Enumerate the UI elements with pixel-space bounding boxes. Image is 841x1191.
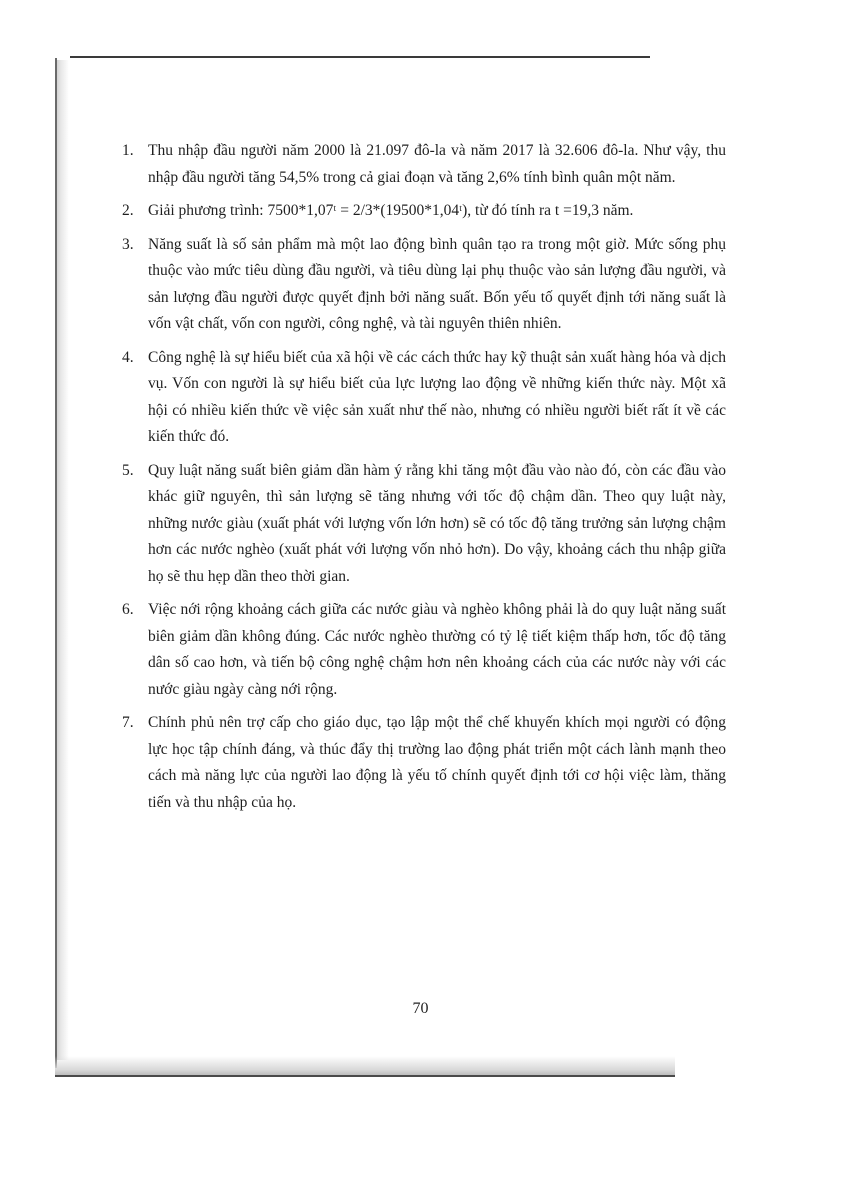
list-item [122, 345, 726, 451]
item-text: Công nghệ là sự hiểu biết của xã hội về các cách thức hay kỹ thuật sản xuất hàng hóa và dịch vụ. Vốn con người là sự hiểu biết của lực lượng lao động về những kiến thức này. Một xã hội có nhiều kiến thức về việc sản xuất như thế nào, nhưng có nhiều người biết rất ít về các kiến thức đó. [148, 348, 726, 445]
item-text: Năng suất là số sản phẩm mà một lao động bình quân tạo ra trong một giờ. Mức sống phụ thuộc vào mức tiêu dùng đầu người, và tiêu dùng lại phụ thuộc vào sản lượng đầu người, và sản lượng đầu người được quyết định bởi năng suất. Bốn yếu tố quyết định tới năng suất là vốn vật chất, vốn con người, công nghệ, và tài nguyên thiên nhiên. [148, 235, 726, 332]
scan-bottom-edge [55, 1075, 675, 1077]
scan-bottom-shadow [55, 1056, 675, 1076]
list-item [122, 232, 726, 338]
item-text: Việc nới rộng khoảng cách giữa các nước giàu và nghèo không phải là do quy luật năng suất biên giảm dần không đúng. Các nước nghèo thường có tỷ lệ tiết kiệm thấp hơn, tốc độ tăng dân số cao hơn, và tiến bộ công nghệ chậm hơn nên khoảng cách của các nước này với các nước giàu ngày càng nới rộng. [148, 601, 726, 698]
item-number: 6. [122, 601, 134, 618]
page-number: 70 [412, 1000, 429, 1017]
answer-list [122, 138, 726, 823]
item-number: 4. [122, 348, 134, 366]
item-text: Thu nhập đầu người năm 2000 là 21.097 đô-la và năm 2017 là 32.606 đô-la. Như vậy, thu nhập đầu người tăng 54,5% trong cả giai đoạn và tăng 2,6% tính bình quân một năm. [148, 142, 726, 186]
item-number: 3. [122, 235, 134, 253]
scan-left-shadow [55, 60, 69, 1060]
item-number: 2. [122, 202, 134, 219]
item-text: Giải phương trình: 7500*1,07ᵗ = 2/3*(19500*1,04ᵗ), từ đó tính ra t =19,3 năm. [148, 202, 634, 219]
list-item [122, 597, 726, 703]
list-item [122, 458, 726, 591]
item-number: 5. [122, 461, 134, 479]
item-text: Chính phủ nên trợ cấp cho giáo dục, tạo lập một thể chế khuyến khích mọi người có động lực học tập chính đáng, và thúc đẩy thị trường lao động phát triển một cách lành mạnh theo cách mà năng lực của người lao động là yếu tố chính quyết định tới cơ hội việc làm, thăng tiến và thu nhập của họ. [148, 714, 726, 811]
list-item [122, 198, 726, 225]
item-text: Quy luật năng suất biên giảm dần hàm ý rằng khi tăng một đầu vào nào đó, còn các đầu vào khác giữ nguyên, thì sản lượng sẽ tăng nhưng với tốc độ chậm dần. Theo quy luật này, những nước giàu (xuất phát với lượng vốn lớn hơn) sẽ có tốc độ tăng trưởng sản lượng chậm hơn các nước nghèo (xuất phát với lượng vốn nhỏ hơn). Do vậy, khoảng cách thu nhập giữa họ sẽ thu hẹp dần theo thời gian. [148, 461, 726, 585]
scan-left-edge [55, 58, 57, 1068]
list-item [122, 138, 726, 191]
item-number: 1. [122, 142, 134, 159]
list-item [122, 710, 726, 816]
scan-top-rule [70, 56, 650, 58]
item-number: 7. [122, 714, 134, 731]
